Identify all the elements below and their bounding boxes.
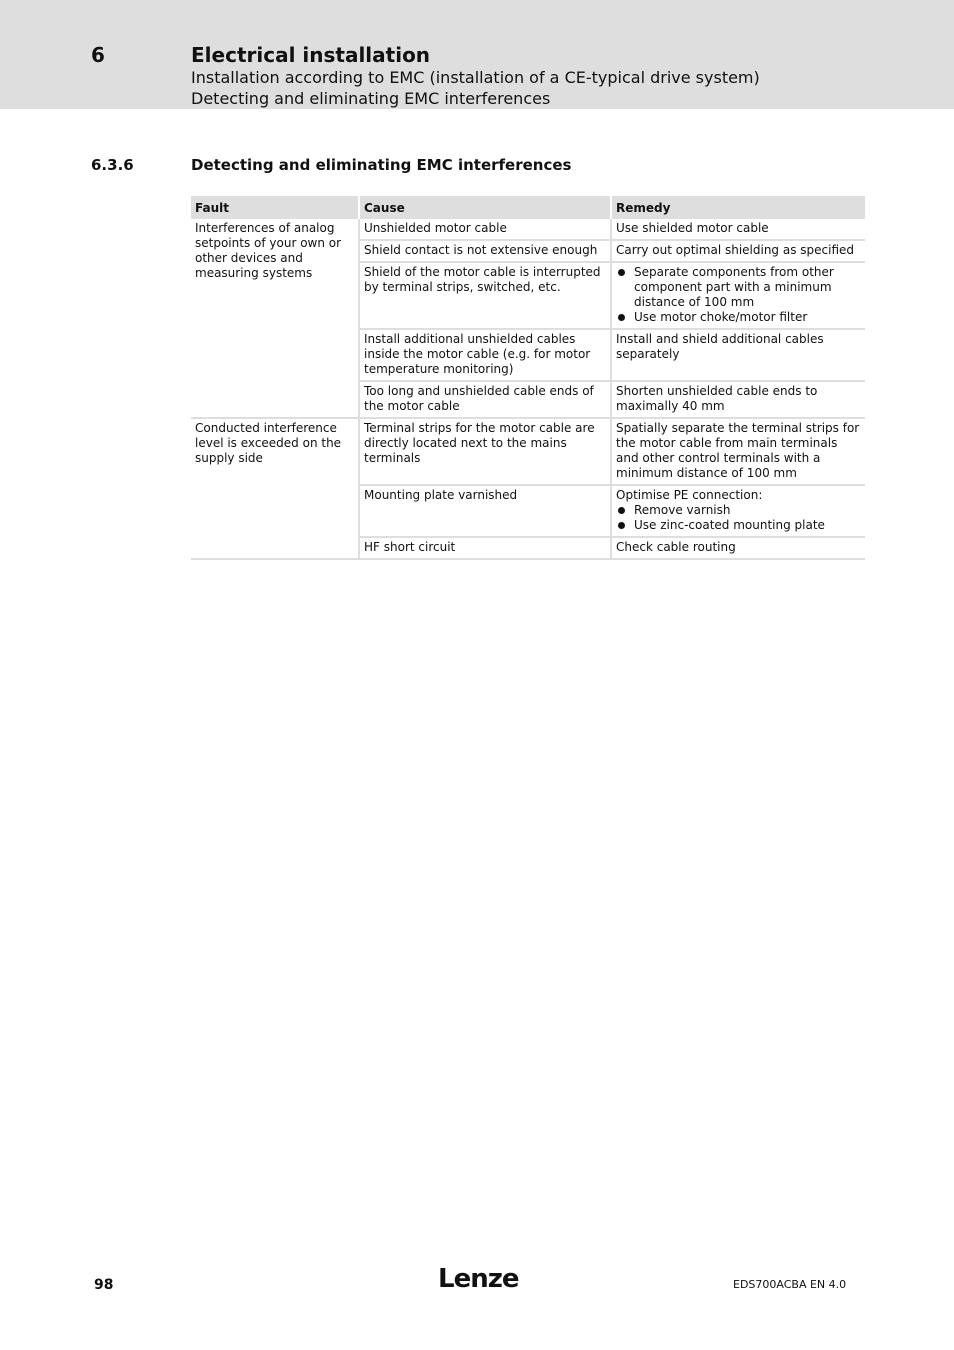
bullet-item: Separate components from other component part with a minimum distance of 100 mm <box>616 265 861 310</box>
remedy-cell: Install and shield additional cables separately <box>611 329 865 381</box>
chapter-number: 6 <box>91 43 105 67</box>
cause-cell: Unshielded motor cable <box>359 219 611 240</box>
cause-cell: Too long and unshielded cable ends of the motor cable <box>359 381 611 418</box>
column-header-cause: Cause <box>359 196 611 219</box>
remedy-cell <box>611 262 865 329</box>
fault-cause-remedy-table <box>191 196 865 560</box>
remedy-cell: Use shielded motor cable <box>611 219 865 240</box>
chapter-title: Electrical installation <box>191 43 431 67</box>
cause-cell: Terminal strips for the motor cable are directly located next to the mains terminals <box>359 418 611 485</box>
fault-cell: Conducted interference level is exceeded on the supply side <box>191 418 359 559</box>
cause-cell: Mounting plate varnished <box>359 485 611 537</box>
remedy-bullet-list <box>616 503 861 533</box>
bullet-item: Use motor choke/motor filter <box>616 310 861 325</box>
bullet-item: Use zinc-coated mounting plate <box>616 518 861 533</box>
remedy-cell <box>611 485 865 537</box>
column-header-fault: Fault <box>191 196 359 219</box>
table-row <box>191 219 865 240</box>
remedy-cell: Carry out optimal shielding as specified <box>611 240 865 262</box>
chapter-subtitle-2: Detecting and eliminating EMC interferences <box>191 89 551 108</box>
remedy-intro-text: Optimise PE connection: <box>616 488 763 502</box>
section-title: Detecting and eliminating EMC interferences <box>191 156 572 174</box>
cause-cell: Install additional unshielded cables inside the motor cable (e.g. for motor temperature monitoring) <box>359 329 611 381</box>
table-header-row <box>191 196 865 219</box>
remedy-bullet-list <box>616 265 861 325</box>
lenze-logo: Lenze <box>438 1264 519 1294</box>
table-row <box>191 418 865 485</box>
remedy-cell: Check cable routing <box>611 537 865 559</box>
page-number: 98 <box>94 1277 114 1293</box>
section-number: 6.3.6 <box>91 156 134 174</box>
cause-cell: Shield contact is not extensive enough <box>359 240 611 262</box>
remedy-cell: Shorten unshielded cable ends to maximally 40 mm <box>611 381 865 418</box>
cause-cell: Shield of the motor cable is interrupted by terminal strips, switched, etc. <box>359 262 611 329</box>
document-id: EDS700ACBA EN 4.0 <box>733 1278 847 1291</box>
fault-cell: Interferences of analog setpoints of your own or other devices and measuring systems <box>191 219 359 418</box>
cause-cell: HF short circuit <box>359 537 611 559</box>
bullet-item: Remove varnish <box>616 503 861 518</box>
remedy-cell: Spatially separate the terminal strips for the motor cable from main terminals and other control terminals with a minimum distance of 100 mm <box>611 418 865 485</box>
chapter-subtitle-1: Installation according to EMC (installation of a CE-typical drive system) <box>191 68 760 87</box>
column-header-remedy: Remedy <box>611 196 865 219</box>
